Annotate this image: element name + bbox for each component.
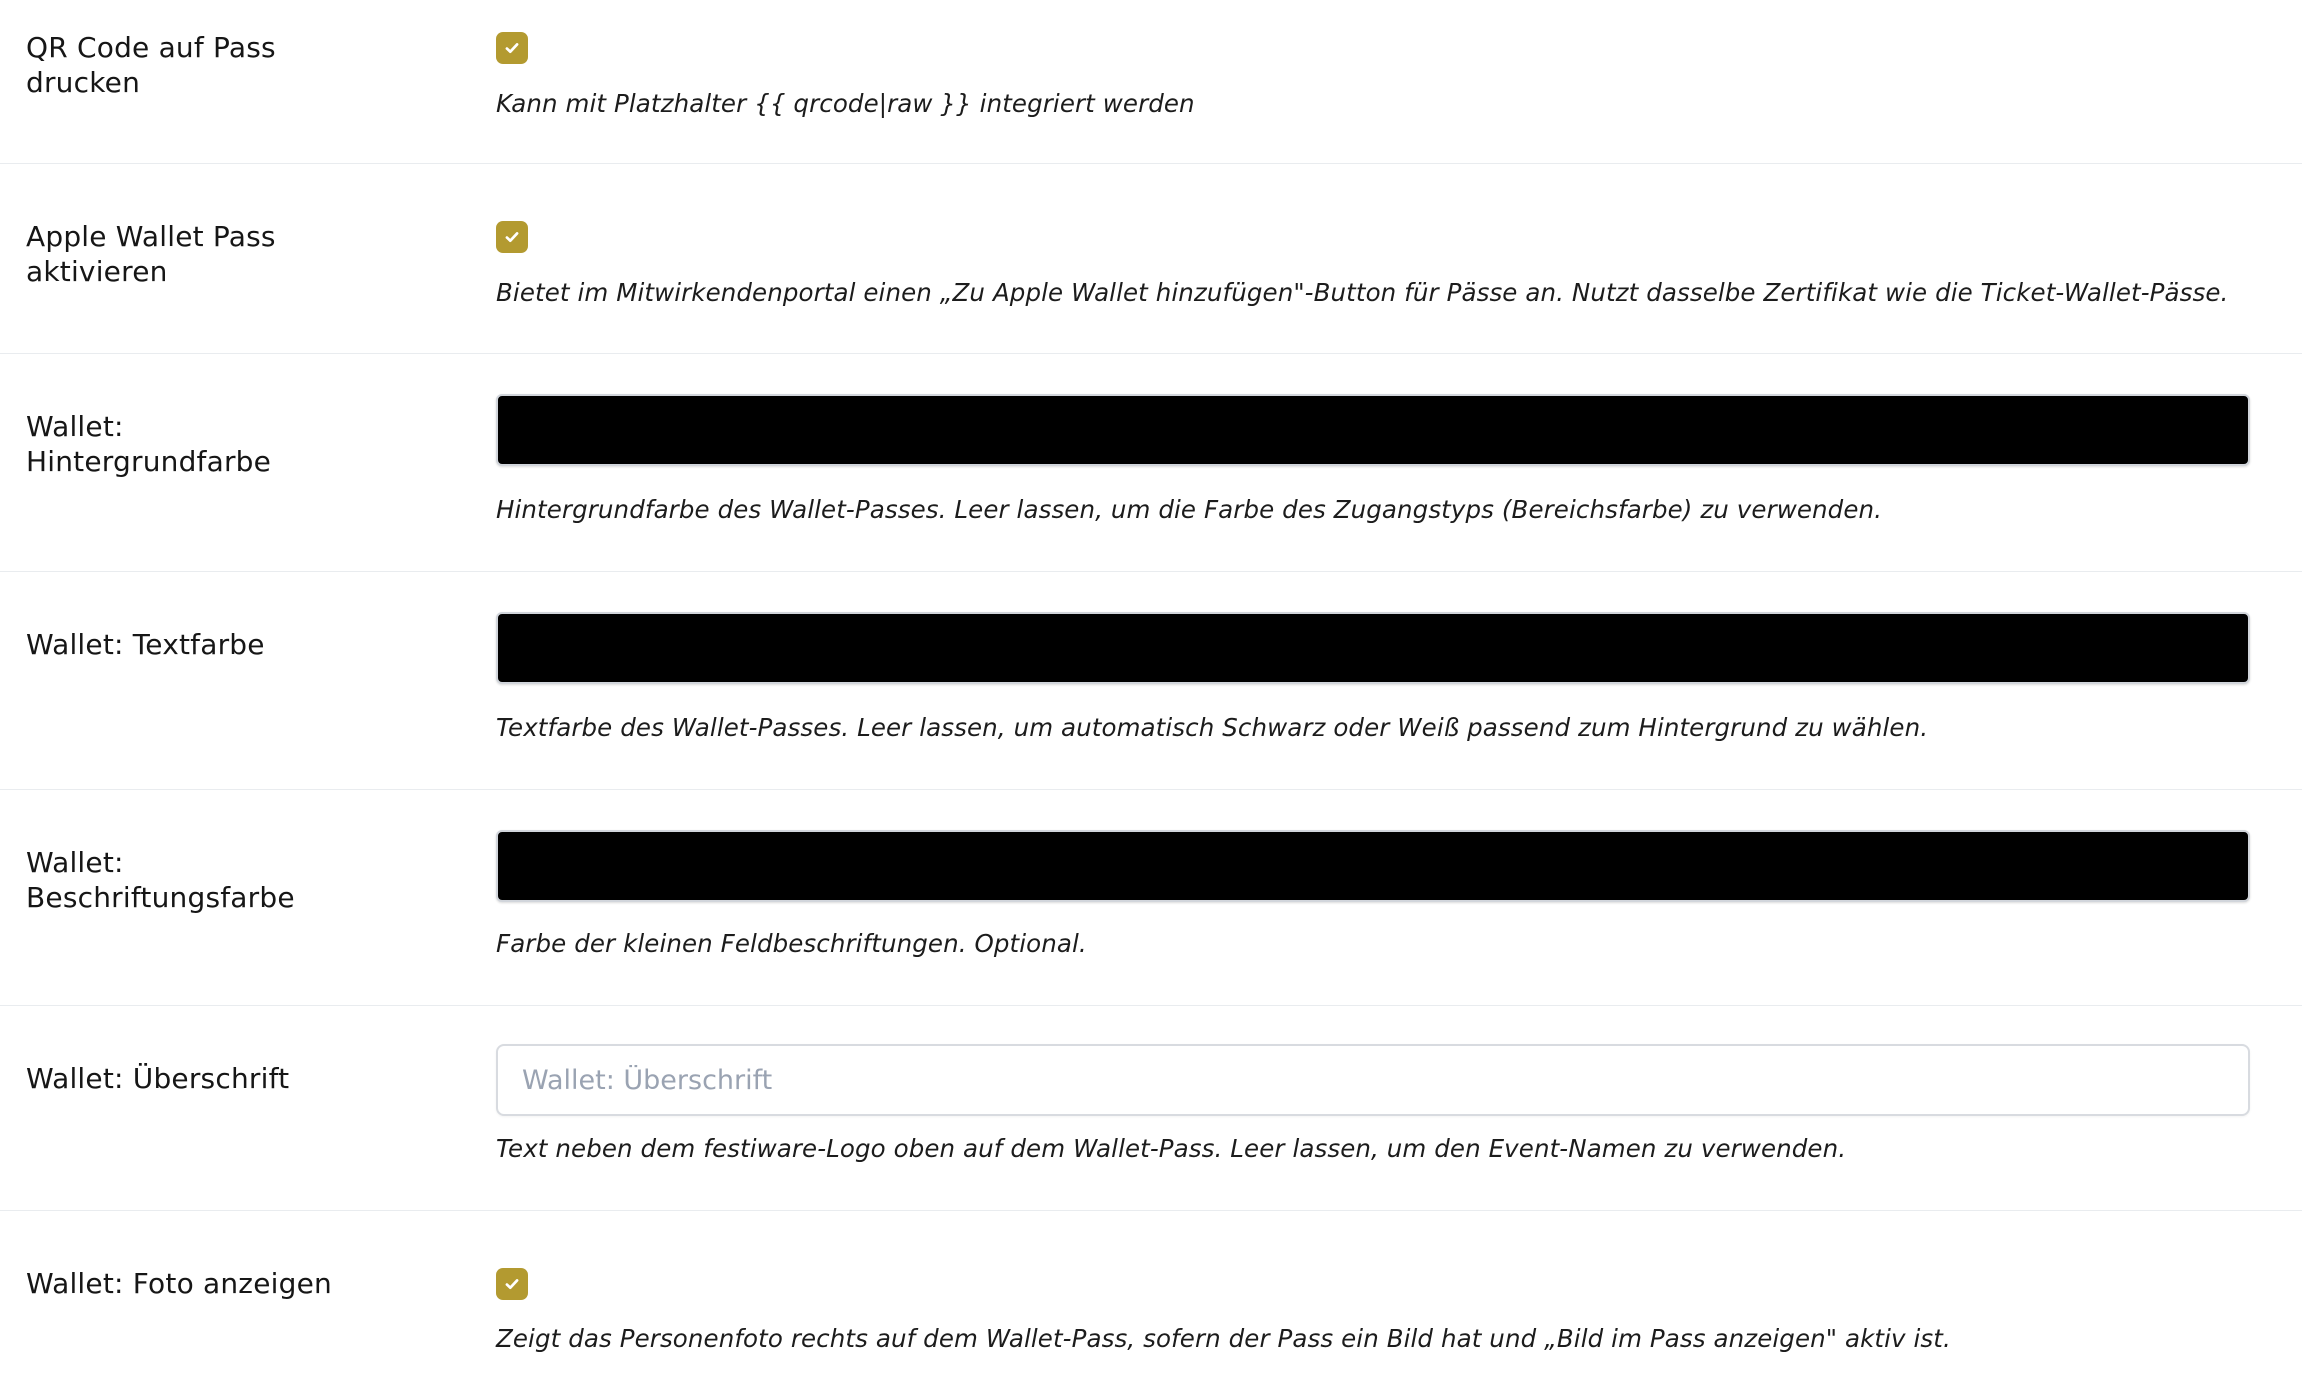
text-color-swatch bbox=[500, 616, 2246, 680]
checkmark-icon bbox=[503, 228, 521, 246]
row-label-color bbox=[0, 790, 2302, 1006]
bg-color-help: Hintergrundfarbe des Wallet-Passes. Leer lassen, um die Farbe des Zugangstyps (Bereichsfarbe) zu verwenden. bbox=[496, 495, 1883, 524]
label-color-label: Wallet: Beschriftungsfarbe bbox=[26, 846, 295, 914]
row-apple-wallet bbox=[0, 164, 2302, 354]
text-color-label: Wallet: Textfarbe bbox=[26, 628, 265, 661]
qr-code-label: QR Code auf Pass drucken bbox=[26, 31, 276, 99]
row-bg-color bbox=[0, 354, 2302, 572]
bg-color-swatch bbox=[500, 398, 2246, 462]
heading-input[interactable] bbox=[496, 1044, 2250, 1116]
qr-code-checkbox[interactable] bbox=[496, 32, 528, 64]
show-photo-checkbox[interactable] bbox=[496, 1268, 528, 1300]
qr-code-help: Kann mit Platzhalter {{ qrcode|raw }} integriert werden bbox=[496, 89, 1195, 118]
bg-color-label: Wallet: Hintergrundfarbe bbox=[26, 410, 272, 478]
row-heading bbox=[0, 1006, 2302, 1211]
checkmark-icon bbox=[503, 1275, 521, 1293]
apple-wallet-checkbox[interactable] bbox=[496, 221, 528, 253]
heading-label: Wallet: Überschrift bbox=[26, 1062, 290, 1095]
apple-wallet-label: Apple Wallet Pass aktivieren bbox=[26, 220, 276, 288]
row-show-photo bbox=[0, 1211, 2302, 1394]
row-qr-code bbox=[0, 0, 2302, 164]
checkmark-icon bbox=[503, 39, 521, 57]
text-color-help: Textfarbe des Wallet-Passes. Leer lassen, um automatisch Schwarz oder Weiß passend zum Hintergrund zu wählen. bbox=[496, 713, 1929, 742]
apple-wallet-help: Bietet im Mitwirkendenportal einen „Zu Apple Wallet hinzufügen"-Button für Pässe an. Nutzt dasselbe Zertifikat wie die Ticket-Wallet-Pässe. bbox=[496, 278, 2229, 307]
label-color-help: Farbe der kleinen Feldbeschriftungen. Optional. bbox=[496, 929, 1087, 958]
label-color-swatch bbox=[500, 834, 2246, 898]
text-color-picker[interactable] bbox=[496, 612, 2250, 684]
show-photo-label: Wallet: Foto anzeigen bbox=[26, 1267, 332, 1300]
show-photo-help: Zeigt das Personenfoto rechts auf dem Wallet-Pass, sofern der Pass ein Bild hat und „Bild im Pass anzeigen" aktiv ist. bbox=[496, 1324, 1951, 1353]
row-text-color bbox=[0, 572, 2302, 790]
bg-color-picker[interactable] bbox=[496, 394, 2250, 466]
label-color-picker[interactable] bbox=[496, 830, 2250, 902]
heading-help: Text neben dem festiware-Logo oben auf dem Wallet-Pass. Leer lassen, um den Event-Namen zu verwenden. bbox=[496, 1134, 1847, 1163]
